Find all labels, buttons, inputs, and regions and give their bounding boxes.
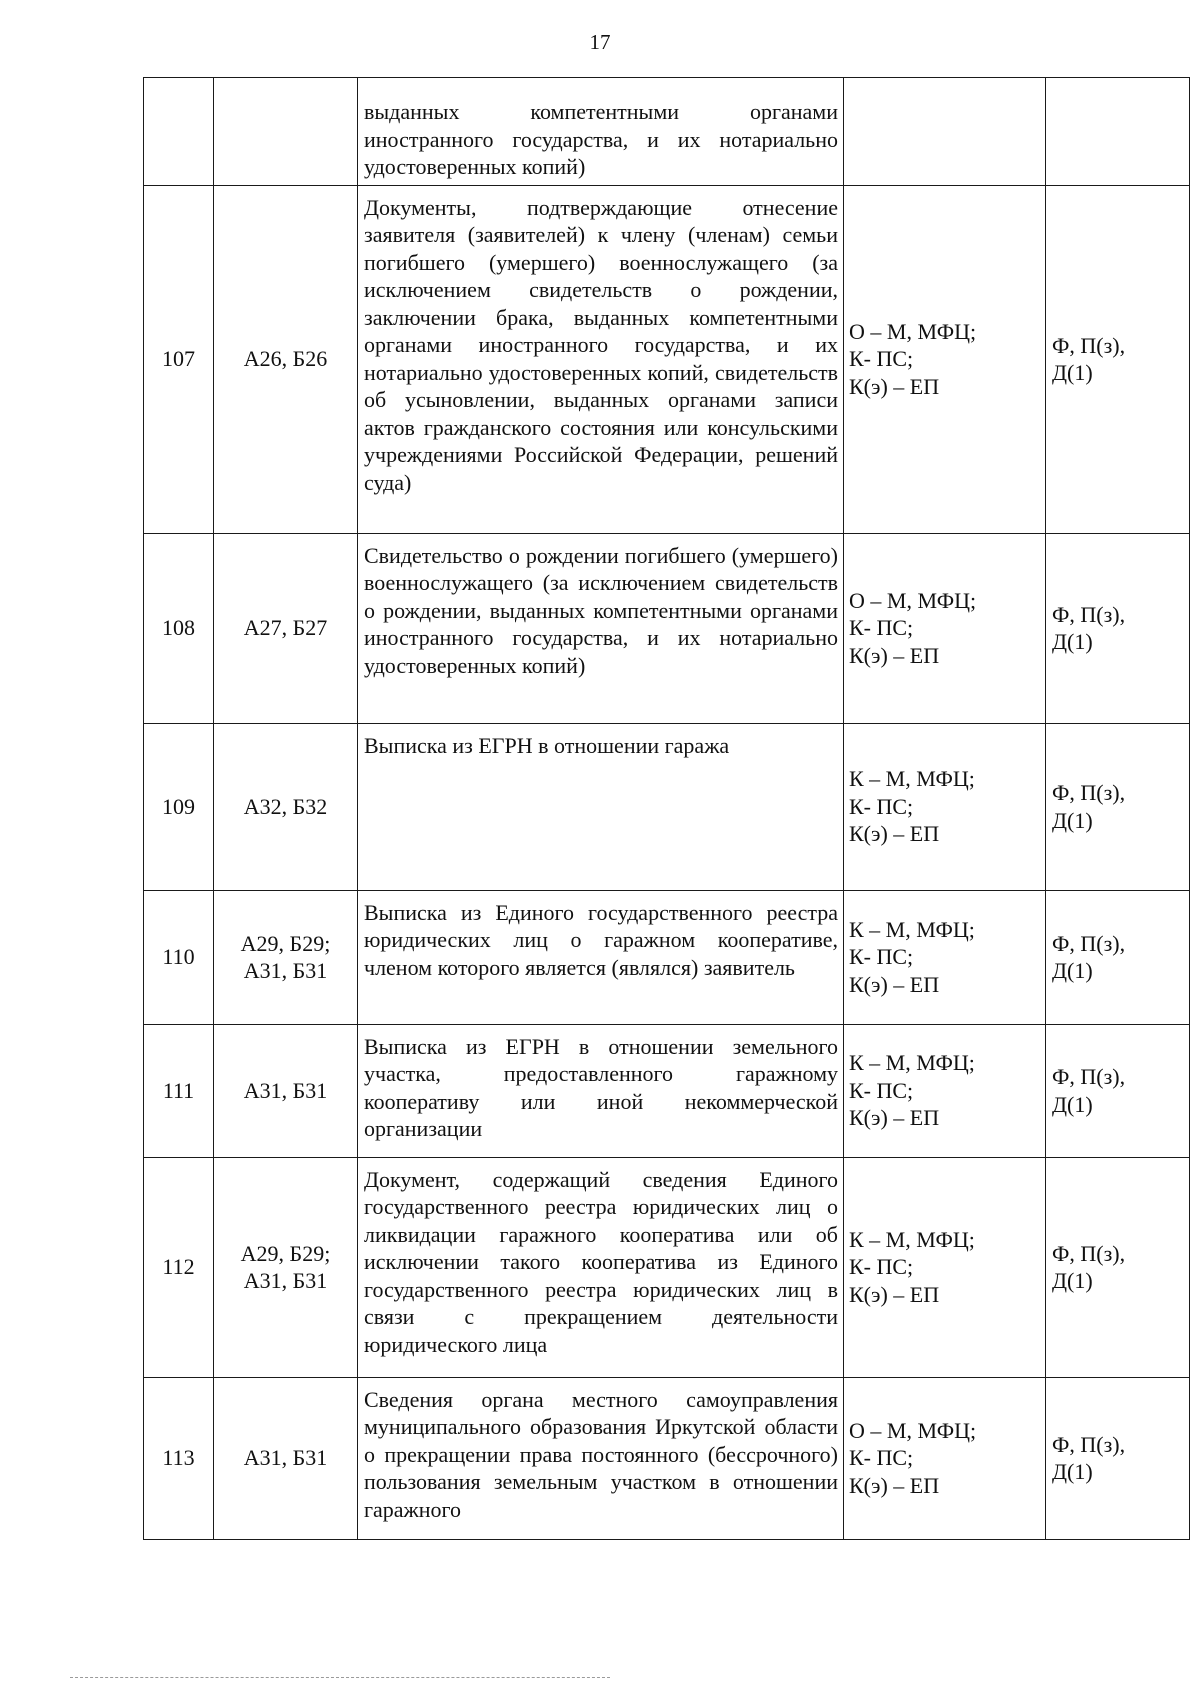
row-document-form: Ф, П(з), Д(1) [1046,1024,1190,1157]
row-submission-method: О – М, МФЦ; К- ПС; К(э) – ЕП [844,1377,1046,1539]
row-codes: А29, Б29; А31, Б31 [214,890,358,1024]
row-number [144,78,214,186]
row-codes: А32, Б32 [214,723,358,890]
table-row [144,78,1190,186]
footer-dashed-line [70,1677,610,1678]
table-row [144,1157,1190,1377]
row-codes: А27, Б27 [214,533,358,723]
row-description: Сведения органа местного самоуправления муниципального образования Иркутской области о прекращении права постоянного (бессрочного) пользования земельным участком в отношении гаражного [358,1377,844,1539]
row-description: Свидетельство о рождении погибшего (умершего) военнослужащего (за исключением свидетельств о рождении, выданных компетентными органами иностранного государства, и их нотариально удостоверенных копий) [358,533,844,723]
row-document-form: Ф, П(з), Д(1) [1046,185,1190,533]
row-document-form: Ф, П(з), Д(1) [1046,533,1190,723]
row-description: Выписка из ЕГРН в отношении гаража [358,723,844,890]
row-submission-method: К – М, МФЦ; К- ПС; К(э) – ЕП [844,1024,1046,1157]
table-row [144,533,1190,723]
row-codes [214,78,358,186]
row-submission-method: О – М, МФЦ; К- ПС; К(э) – ЕП [844,185,1046,533]
row-description: Документ, содержащий сведения Единого государственного реестра юридических лиц о ликвидации гаражного кооператива или об исключении такого кооператива из Единого государственного реестра юридических лиц в связи с прекращением деятельности юридического лица [358,1157,844,1377]
row-document-form [1046,78,1190,186]
row-number: 111 [144,1024,214,1157]
table-row [144,185,1190,533]
row-submission-method: К – М, МФЦ; К- ПС; К(э) – ЕП [844,890,1046,1024]
row-codes: А31, Б31 [214,1024,358,1157]
row-submission-method: К – М, МФЦ; К- ПС; К(э) – ЕП [844,723,1046,890]
row-description: Выписка из ЕГРН в отношении земельного участка, предоставленного гаражному кооперативу или иной некоммерческой организации [358,1024,844,1157]
row-number: 109 [144,723,214,890]
row-submission-method: О – М, МФЦ; К- ПС; К(э) – ЕП [844,533,1046,723]
row-number: 113 [144,1377,214,1539]
page-number: 17 [589,30,611,54]
table-row [144,1024,1190,1157]
row-document-form: Ф, П(з), Д(1) [1046,723,1190,890]
row-codes: А29, Б29; А31, Б31 [214,1157,358,1377]
table-row [144,723,1190,890]
table-row [144,1377,1190,1539]
row-submission-method: К – М, МФЦ; К- ПС; К(э) – ЕП [844,1157,1046,1377]
row-codes: А31, Б31 [214,1377,358,1539]
row-number: 110 [144,890,214,1024]
row-number: 108 [144,533,214,723]
documents-table [143,77,1190,1540]
row-submission-method [844,78,1046,186]
row-description: выданных компетентными органами иностранного государства, и их нотариально удостоверенных копий) [358,78,844,186]
row-description: Выписка из Единого государственного реестра юридических лиц о гаражном кооперативе, членом которого является (являлся) заявитель [358,890,844,1024]
row-number: 107 [144,185,214,533]
row-document-form: Ф, П(з), Д(1) [1046,1157,1190,1377]
table-row [144,890,1190,1024]
row-description: Документы, подтверждающие отнесение заявителя (заявителей) к члену (членам) семьи погибшего (умершего) военнослужащего (за исключением свидетельств о рождении, заключении брака, выданных компетентными органами иностранного государства, и их нотариально удостоверенных копий, свидетельств об усыновлении, выданных органами записи актов гражданского состояния или консульскими учреждениями Российской Федерации, решений суда) [358,185,844,533]
row-document-form: Ф, П(з), Д(1) [1046,890,1190,1024]
row-document-form: Ф, П(з), Д(1) [1046,1377,1190,1539]
row-number: 112 [144,1157,214,1377]
row-codes: А26, Б26 [214,185,358,533]
